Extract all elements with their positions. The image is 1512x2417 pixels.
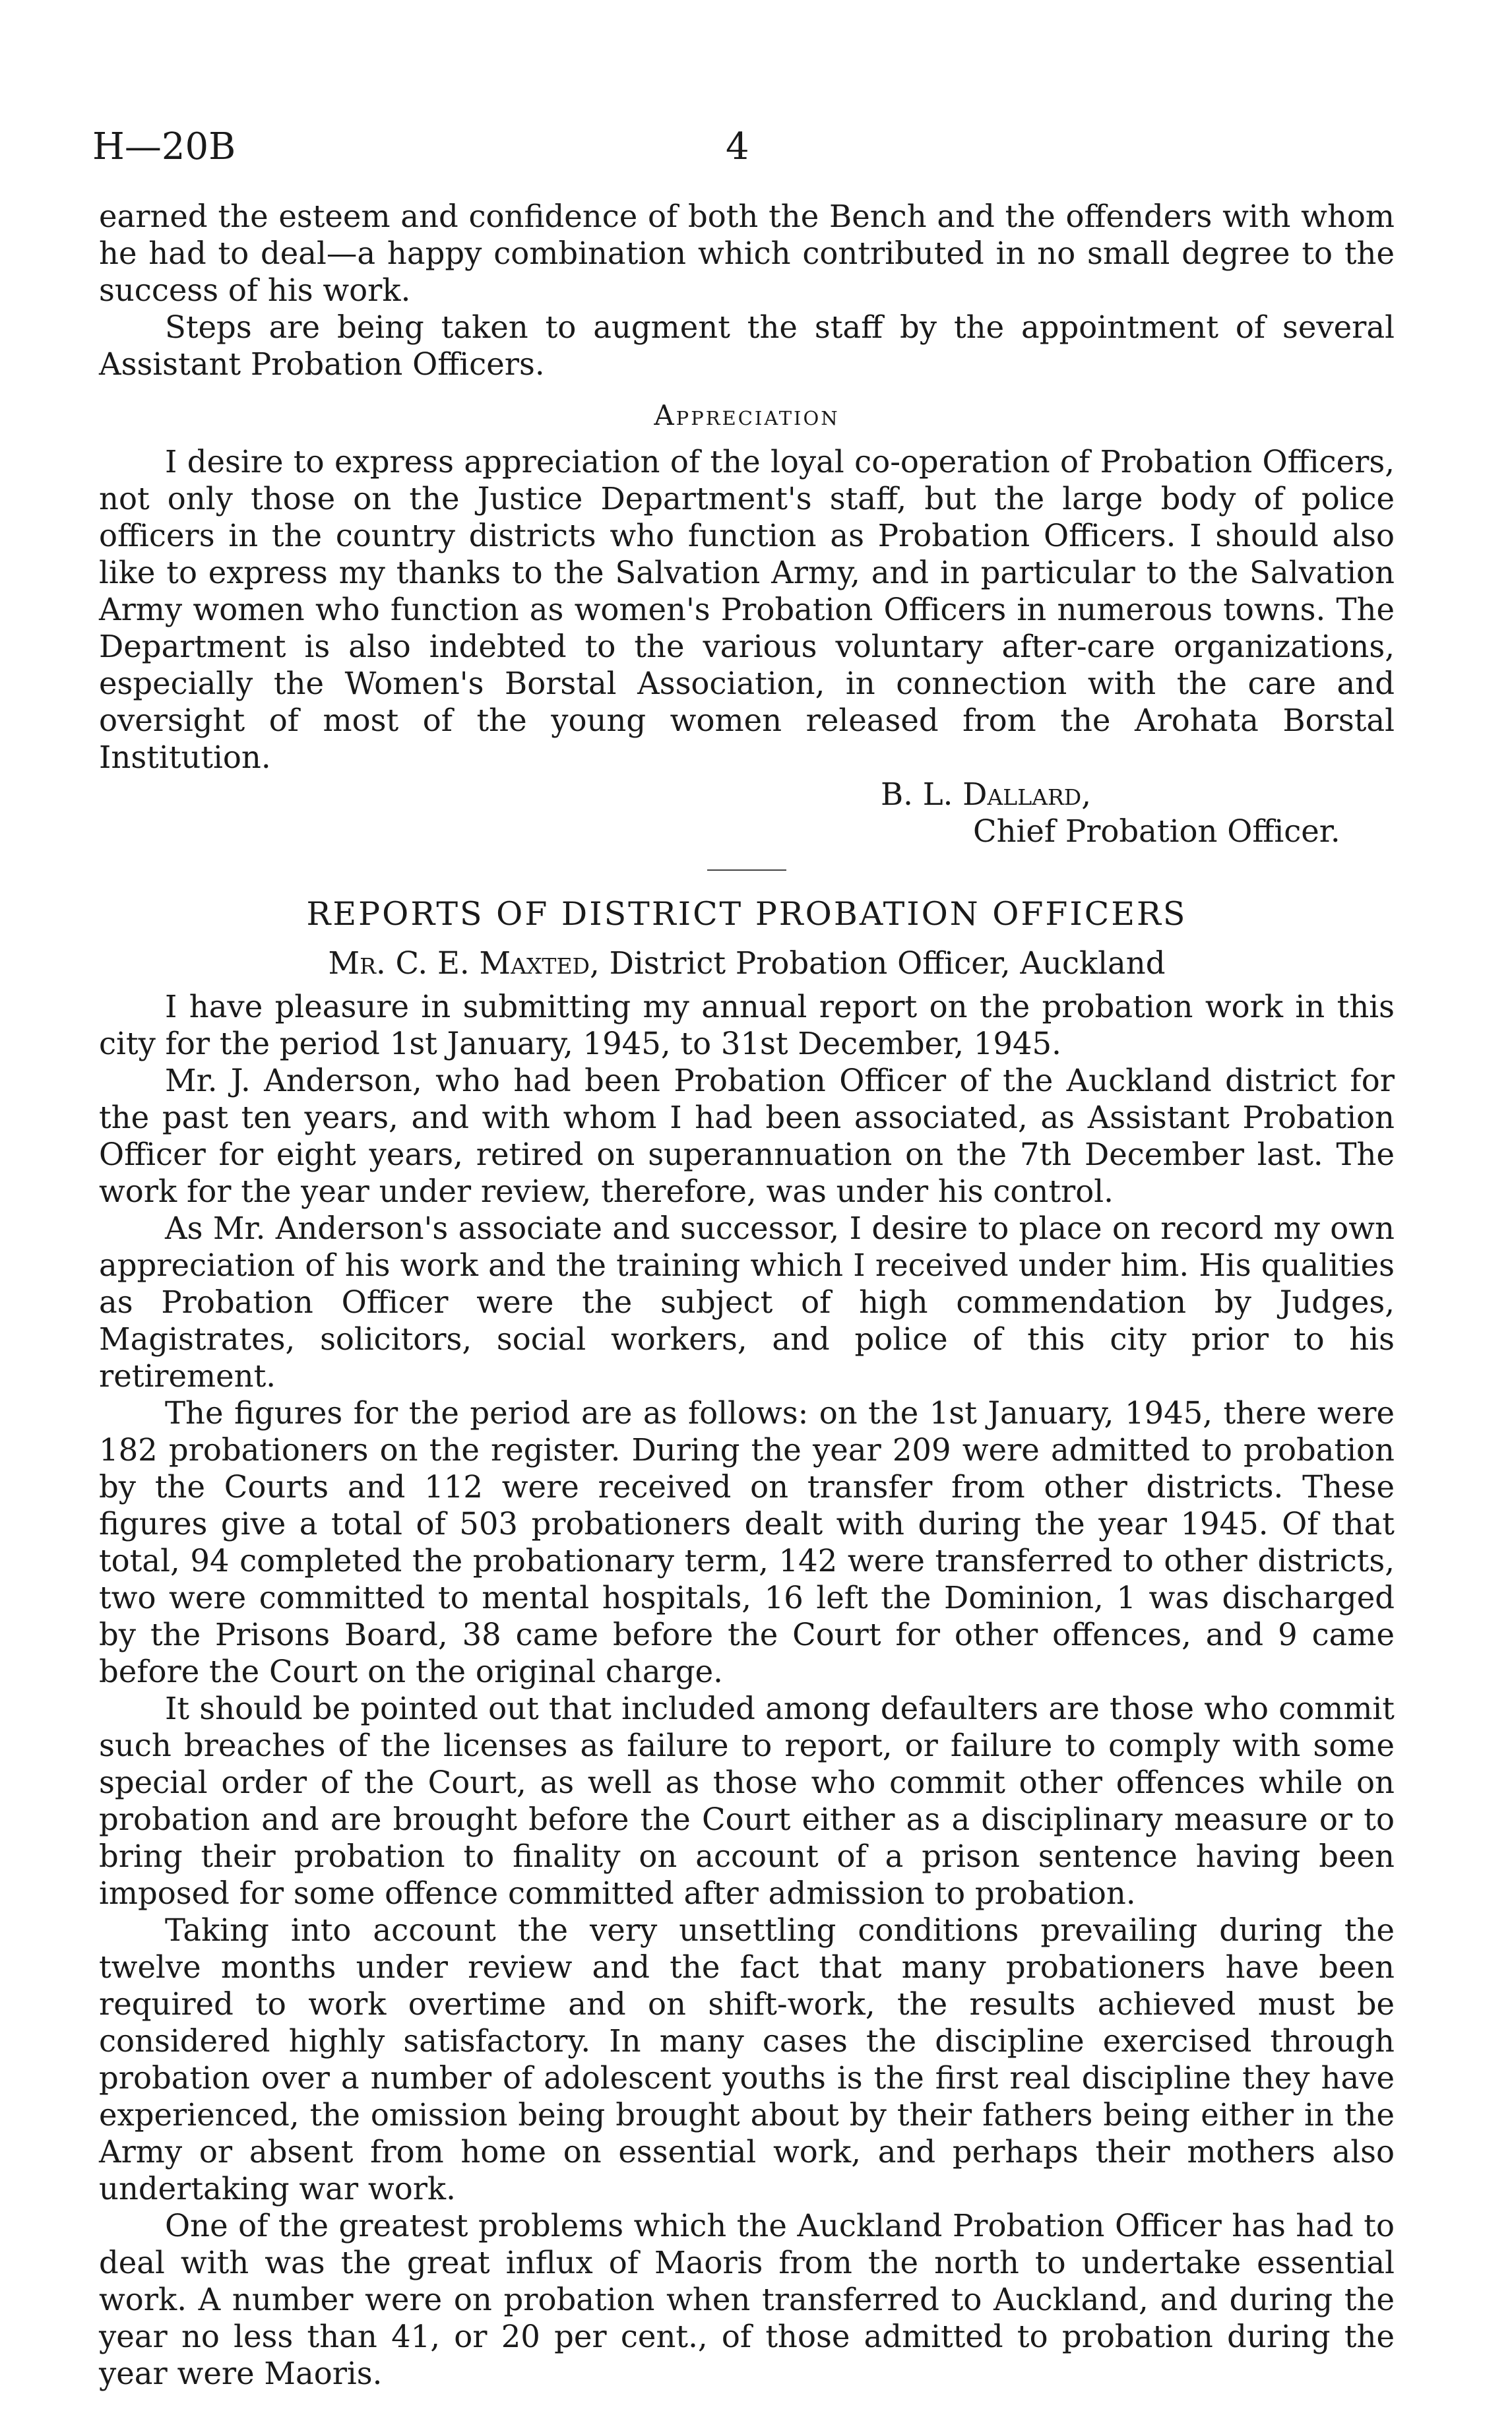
paragraph: I have pleasure in submitting my annual report on the probation work in this city for the period 1st January, 1945, to 31st December, 1945. <box>99 989 1395 1061</box>
paragraph: Mr. J. Anderson, who had been Probation Officer of the Auckland district for the past ten years, and with whom I had been associated, as Assistant Probation Officer for eight years, retired on superannuation on the 7th December last. The work for the year under review, therefore, was under his control. <box>99 1063 1395 1209</box>
page-body <box>99 198 1395 2392</box>
paragraph: As Mr. Anderson's associate and successor, I desire to place on record my own appreciation of his work and the training which I received under him. His qualities as Probation Officer were the subject of high commendation by Judges, Magistrates, solicitors, social workers, and police of this city prior to his retirement. <box>99 1210 1395 1394</box>
officer-role: District Probation Officer, Auckland <box>609 945 1166 981</box>
signatory-title: Chief Probation Officer. <box>973 813 1340 849</box>
document-reference: H—20B <box>92 125 236 168</box>
page-header <box>92 125 1412 178</box>
paragraph: It should be pointed out that included among defaulters are those who commit such breaches of the licenses as failure to report, or failure to comply with some special order of the Court, as well as those who commit other offences while on probation and are brought before the Court either as a disciplinary measure or to bring their probation to finality on account of a prison sentence having been imposed for some offence committed after admission to probation. <box>99 1691 1395 1911</box>
section-divider <box>707 869 786 871</box>
paragraph: Taking into account the very unsettling conditions prevailing during the twelve months under review and the fact that many probationers have been required to work overtime and on shift-work, the results achieved must be considered highly satisfactory. In many cases the discipline exercised through probation over a number of adolescent youths is the first real discipline they have experienced, the omission being brought about by their fathers being either in the Army or absent from home on essential work, and perhaps their mothers also undertaking war work. <box>99 1912 1395 2207</box>
signatory-name: B. L. Dallard, <box>881 776 1092 812</box>
page-number: 4 <box>726 125 749 168</box>
paragraph: earned the esteem and confidence of both the Bench and the offenders with whom he had to deal—a happy combination which contributed in no small degree to the success of his work. <box>99 199 1395 308</box>
officer-line <box>99 945 1395 982</box>
paragraph: The figures for the period are as follows: on the 1st January, 1945, there were 182 probationers on the register. During the year 209 were admitted to probation by the Courts and 112 were received on transfer from other districts. These figures give a total of 503 probationers dealt with during the year 1945. Of that total, 94 completed the probationary term, 142 were transferred to other districts, two were committed to mental hospitals, 16 left the Dominion, 1 was discharged by the Prisons Board, 38 came before the Court for other offences, and 9 came before the Court on the original charge. <box>99 1395 1395 1689</box>
section-heading-appreciation: Appreciation <box>654 399 840 431</box>
signature-block <box>99 776 1395 855</box>
paragraph: One of the greatest problems which the Auckland Probation Officer has had to deal with was the great influx of Maoris from the north to undertake essential work. A number were on probation when transferred to Auckland, and during the year no less than 41, or 20 per cent., of those admitted to probation during the year were Maoris. <box>99 2208 1395 2391</box>
paragraph: I desire to express appreciation of the loyal co-operation of Probation Officers, not only those on the Justice Department's staff, but the large body of police officers in the country districts who function as Probation Officers. I should also like to express my thanks to the Salvation Army, and in particular to the Salvation Army women who function as women's Probation Officers in numerous towns. The Department is also indebted to the various voluntary after-care organizations, especially the Women's Borstal Association, in connection with the care and oversight of most of the young women released from the Arohata Borstal Institution. <box>99 444 1395 775</box>
paragraph: Steps are being taken to augment the staff by the appointment of several Assistant Probation Officers. <box>99 309 1395 382</box>
reports-heading: REPORTS OF DISTRICT PROBATION OFFICERS <box>306 895 1187 933</box>
officer-name: Mr. C. E. Maxted, <box>328 945 600 981</box>
